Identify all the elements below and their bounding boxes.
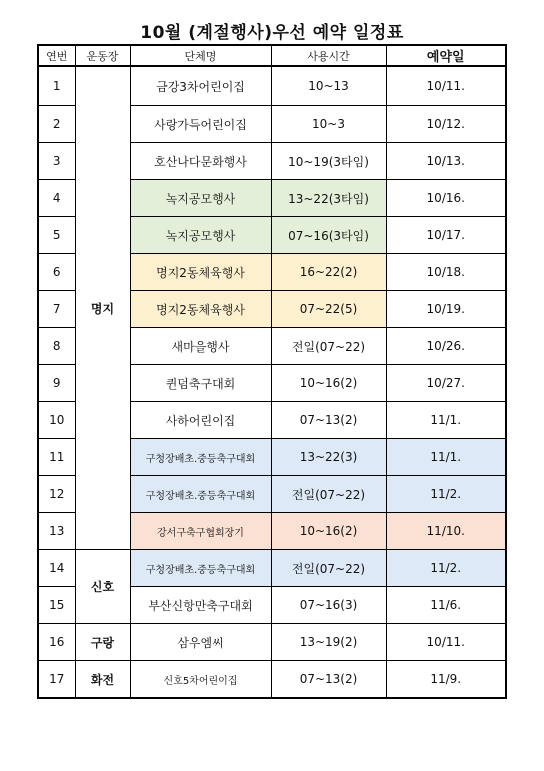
row-time: 10~3: [271, 106, 386, 143]
row-time: 10~13: [271, 66, 386, 106]
row-num: 15: [38, 587, 75, 624]
row-date: 11/9.: [386, 661, 506, 699]
table-row: [38, 550, 506, 587]
row-num: 13: [38, 513, 75, 550]
row-date: 10/27.: [386, 365, 506, 402]
row-group: 퀸덤축구대회: [130, 365, 271, 402]
row-date: 10/11.: [386, 66, 506, 106]
table-row: [38, 66, 506, 106]
header-time: 사용시간: [271, 45, 386, 66]
row-group: 강서구축구협회장기: [130, 513, 271, 550]
row-time: 07~22(5): [271, 291, 386, 328]
row-time: 전일(07~22): [271, 476, 386, 513]
row-date: 10/19.: [386, 291, 506, 328]
row-num: 12: [38, 476, 75, 513]
row-time: 13~19(2): [271, 624, 386, 661]
field-hwajeon: 화전: [75, 661, 130, 699]
row-date: 11/2.: [386, 550, 506, 587]
field-sinho: 신호: [75, 550, 130, 624]
header-field: 운동장: [75, 45, 130, 66]
header-group: 단체명: [130, 45, 271, 66]
row-group: 새마을행사: [130, 328, 271, 365]
row-group: 금강3차어린이집: [130, 66, 271, 106]
row-group: 사하어린이집: [130, 402, 271, 439]
row-num: 11: [38, 439, 75, 476]
row-time: 10~16(2): [271, 513, 386, 550]
header-num: 연번: [38, 45, 75, 66]
row-time: 07~16(3): [271, 587, 386, 624]
row-time: 전일(07~22): [271, 550, 386, 587]
row-group: 사랑가득어린이집: [130, 106, 271, 143]
row-num: 1: [38, 66, 75, 106]
row-time: 07~13(2): [271, 402, 386, 439]
row-date: 10/12.: [386, 106, 506, 143]
row-num: 6: [38, 254, 75, 291]
row-num: 14: [38, 550, 75, 587]
reservation-schedule-table: [37, 44, 507, 699]
row-date: 11/2.: [386, 476, 506, 513]
row-time: 16~22(2): [271, 254, 386, 291]
page-title: 10월 (계절행사)우선 예약 일정표: [140, 23, 404, 43]
row-num: 4: [38, 180, 75, 217]
row-group: 명지2동체육행사: [130, 254, 271, 291]
row-group: 신호5차어린이집: [130, 661, 271, 699]
row-time: 07~16(3타임): [271, 217, 386, 254]
field-myeongji: 명지: [75, 66, 130, 550]
row-date: 10/26.: [386, 328, 506, 365]
row-group: 구청장배초.중등축구대회: [130, 550, 271, 587]
row-group: 녹지공모행사: [130, 180, 271, 217]
row-num: 2: [38, 106, 75, 143]
row-group: 녹지공모행사: [130, 217, 271, 254]
row-time: 13~22(3타임): [271, 180, 386, 217]
row-group: 구청장배초.중등축구대회: [130, 476, 271, 513]
row-time: 13~22(3): [271, 439, 386, 476]
header-date: 예약일: [386, 45, 506, 66]
row-num: 7: [38, 291, 75, 328]
header-row: [38, 45, 506, 66]
row-group: 삼우엠씨: [130, 624, 271, 661]
row-date: 10/13.: [386, 143, 506, 180]
row-num: 5: [38, 217, 75, 254]
row-date: 11/6.: [386, 587, 506, 624]
row-time: 전일(07~22): [271, 328, 386, 365]
row-group: 구청장배초.중등축구대회: [130, 439, 271, 476]
row-num: 17: [38, 661, 75, 699]
row-num: 9: [38, 365, 75, 402]
row-date: 10/11.: [386, 624, 506, 661]
row-num: 16: [38, 624, 75, 661]
row-num: 8: [38, 328, 75, 365]
row-date: 10/16.: [386, 180, 506, 217]
row-num: 10: [38, 402, 75, 439]
row-date: 11/10.: [386, 513, 506, 550]
table-row: [38, 661, 506, 699]
row-num: 3: [38, 143, 75, 180]
row-date: 10/17.: [386, 217, 506, 254]
field-gurang: 구랑: [75, 624, 130, 661]
row-date: 11/1.: [386, 402, 506, 439]
table-row: [38, 624, 506, 661]
row-time: 10~16(2): [271, 365, 386, 402]
row-group: 부산신항만축구대회: [130, 587, 271, 624]
row-date: 10/18.: [386, 254, 506, 291]
row-group: 명지2동체육행사: [130, 291, 271, 328]
row-group: 호산나다문화행사: [130, 143, 271, 180]
row-date: 11/1.: [386, 439, 506, 476]
row-time: 07~13(2): [271, 661, 386, 699]
row-time: 10~19(3타임): [271, 143, 386, 180]
